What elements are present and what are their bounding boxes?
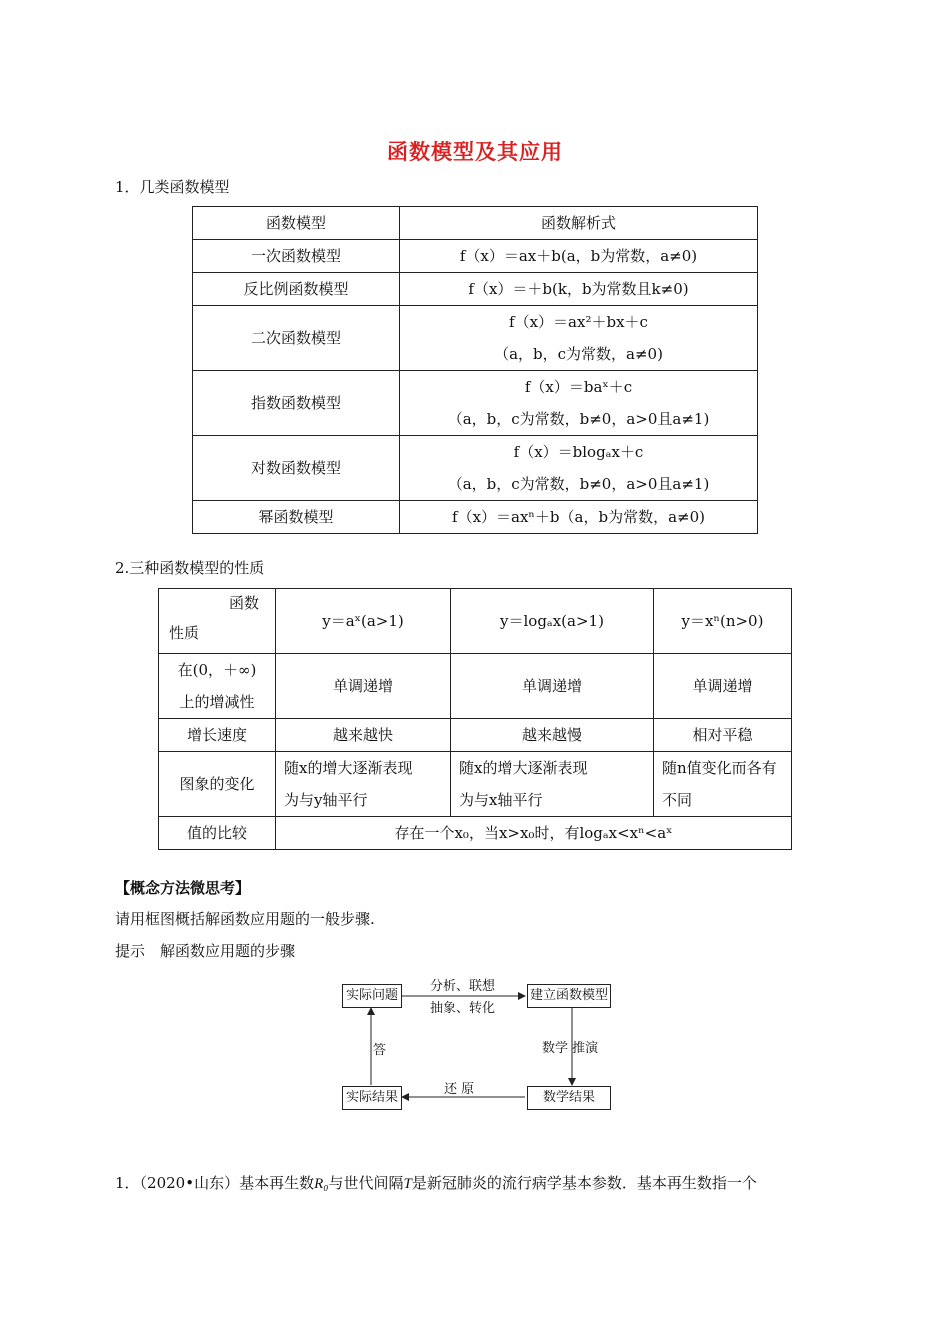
flow-label-bottom: 还 原: [444, 1082, 475, 1097]
model-formula: [400, 436, 758, 501]
model-formula: f（x）＝ax＋b(a，b为常数，a≠0): [400, 240, 758, 273]
model-name: 幂函数模型: [193, 501, 400, 534]
r0-symbol: R₀: [314, 1176, 329, 1192]
question-text: 1．（2020•山东）基本再生数: [115, 1174, 315, 1192]
model-formula-line: f（x）＝blogₐx＋c: [513, 443, 644, 461]
question-text: 是新冠肺炎的流行病学基本参数．基本再生数指一个: [411, 1174, 757, 1192]
model-formula: [400, 306, 758, 371]
table-row: [193, 501, 758, 534]
box-real-result: 实际结果: [342, 1086, 402, 1110]
box-build-model: 建立函数模型: [527, 984, 611, 1008]
model-formula-line: f（x）＝baˣ＋c: [524, 378, 633, 396]
concept-heading: 【概念方法微思考】: [115, 879, 251, 897]
table-cell-line: 随n值变化而各有: [662, 759, 777, 777]
question-1: [115, 1172, 757, 1193]
column-header: y＝xⁿ(n>0): [654, 589, 792, 654]
table-header: 函数解析式: [400, 207, 758, 240]
model-formula-line: f（x）＝ax²＋bx＋c: [509, 313, 648, 331]
corner-cell: [159, 589, 276, 654]
table-header: 函数模型: [193, 207, 400, 240]
row-label: 值的比较: [159, 817, 276, 850]
table-row: [159, 719, 792, 752]
table-cell-line: 随x的增大逐渐表现: [284, 759, 413, 777]
column-header: y＝logₐx(a>1): [451, 589, 654, 654]
row-label: [159, 654, 276, 719]
table-cell: 单调递增: [276, 654, 451, 719]
flow-label-top-1: 分析、联想: [430, 979, 496, 994]
model-formula: f（x）＝axⁿ＋b（a，b为常数，a≠0): [400, 501, 758, 534]
flow-diagram: [340, 975, 615, 1115]
model-formula: [400, 371, 758, 436]
model-name: 反比例函数模型: [193, 273, 400, 306]
compare-cell: 存在一个x₀，当x>x₀时，有logₐx<xⁿ<aˣ: [276, 817, 792, 850]
flow-label-left: 答: [373, 1043, 387, 1058]
table-row: [159, 654, 792, 719]
table-cell: [276, 752, 451, 817]
table-row: [159, 817, 792, 850]
row-label-line: 上的增减性: [179, 693, 255, 711]
corner-top-label: 函数: [229, 594, 260, 612]
section-1-heading: 1．几类函数模型: [115, 178, 230, 196]
table-cell-line: 随x的增大逐渐表现: [459, 759, 588, 777]
table-row: [193, 436, 758, 501]
question-text: 与世代间隔: [328, 1174, 404, 1192]
corner-bottom-label: 性质: [169, 624, 200, 642]
function-model-table: [192, 206, 758, 534]
concept-hint: 提示 解函数应用题的步骤: [115, 942, 296, 960]
row-label: 增长速度: [159, 719, 276, 752]
table-cell-line: 为与y轴平行: [284, 791, 368, 809]
page-title: 函数模型及其应用: [387, 140, 563, 164]
table-cell-line: 为与x轴平行: [459, 791, 543, 809]
table-cell: 越来越快: [276, 719, 451, 752]
table-row: [193, 306, 758, 371]
model-name: 一次函数模型: [193, 240, 400, 273]
table-cell-line: 不同: [662, 791, 693, 809]
model-name: 对数函数模型: [193, 436, 400, 501]
table-row: [193, 240, 758, 273]
properties-table: [158, 588, 792, 850]
table-cell: 单调递增: [654, 654, 792, 719]
table-cell: [654, 752, 792, 817]
table-cell: [451, 752, 654, 817]
flow-label-right: 数学 推演: [542, 1041, 599, 1056]
table-row: [159, 752, 792, 817]
concept-question: 请用框图概括解函数应用题的一般步骤.: [115, 910, 375, 928]
box-real-problem: 实际问题: [342, 984, 402, 1008]
row-label-line: 在(0，＋∞): [177, 661, 257, 679]
model-formula-line: （a，b，c为常数，a≠0): [494, 345, 663, 363]
model-formula-line: （a，b，c为常数，b≠0，a>0且a≠1): [447, 475, 710, 493]
model-name: 指数函数模型: [193, 371, 400, 436]
t-symbol: T: [403, 1176, 412, 1192]
model-formula: f（x）＝＋b(k，b为常数且k≠0): [400, 273, 758, 306]
table-cell: 相对平稳: [654, 719, 792, 752]
table-row: [193, 371, 758, 436]
table-cell: 越来越慢: [451, 719, 654, 752]
section-2-heading: 2.三种函数模型的性质: [115, 559, 265, 577]
table-row: [193, 273, 758, 306]
flow-label-top-2: 抽象、转化: [430, 1001, 496, 1016]
box-math-result: 数学结果: [527, 1086, 611, 1110]
model-formula-line: （a，b，c为常数，b≠0，a>0且a≠1): [447, 410, 710, 428]
model-name: 二次函数模型: [193, 306, 400, 371]
column-header: y＝aˣ(a>1): [276, 589, 451, 654]
table-cell: 单调递增: [451, 654, 654, 719]
row-label: 图象的变化: [159, 752, 276, 817]
